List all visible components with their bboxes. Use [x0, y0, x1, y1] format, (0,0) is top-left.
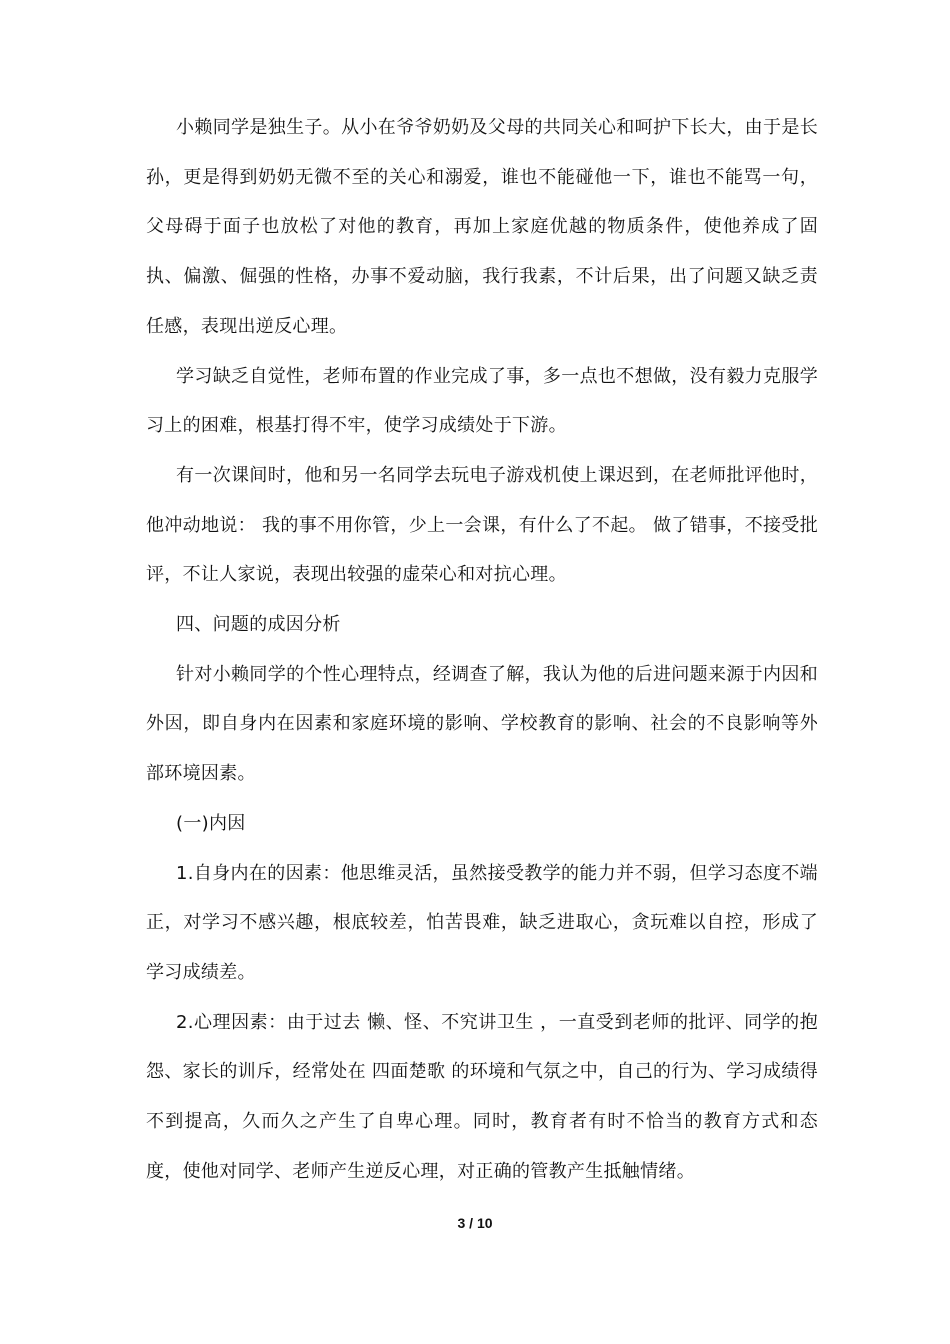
paragraph-study-attitude: 学习缺乏自觉性，老师布置的作业完成了事，多一点也不想做，没有毅力克服学习上的困难，根基打得不牢，使学习成绩处于下游。	[146, 365, 818, 437]
subheading-internal-causes: (一)内因	[176, 812, 246, 834]
paragraph-psychological-factors: 2.心理因素：由于过去 懒、怪、不究讲卫生 ，一直受到老师的批评、同学的抱怨、家长的训斥，经常处在 四面楚歌 的环境和气氛之中，自己的行为、学习成绩得不到提高，久而久之产生了自卑心理。同时，教育者有时不恰当的教育方式和态度，使他对同学、老师产生逆反心理，对正确的管教产生抵触情绪。	[146, 1011, 818, 1182]
paragraph-classroom-incident: 有一次课间时，他和另一名同学去玩电子游戏机使上课迟到，在老师批评他时，他冲动地说： 我的事不用你管，少上一会课，有什么了不起。 做了错事，不接受批评，不让人家说，表现出较强的虚荣心和对抗心理。	[146, 464, 818, 586]
page-number: 3 / 10	[457, 1215, 493, 1231]
section-heading-cause-analysis: 四、问题的成因分析	[176, 614, 341, 636]
paragraph-cause-overview: 针对小赖同学的个性心理特点，经调查了解，我认为他的后进问题来源于内因和外因，即自身内在因素和家庭环境的影响、学校教育的影响、社会的不良影响等外部环境因素。	[146, 663, 818, 785]
paragraph-internal-factors: 1.自身内在的因素：他思维灵活，虽然接受教学的能力并不弱，但学习态度不端正，对学习不感兴趣，根底较差，怕苦畏难，缺乏进取心，贪玩难以自控，形成了学习成绩差。	[146, 862, 818, 983]
body-text	[146, 103, 818, 1196]
paragraph-family-background: 小赖同学是独生子。从小在爷爷奶奶及父母的共同关心和呵护下长大，由于是长孙，更是得到奶奶无微不至的关心和溺爱，谁也不能碰他一下，谁也不能骂一句，父母碍于面子也放松了对他的教育，再加上家庭优越的物质条件，使他养成了固执、偏激、倔强的性格，办事不爱动脑，我行我素，不计后果，出了问题又缺乏责任感，表现出逆反心理。	[146, 117, 818, 337]
